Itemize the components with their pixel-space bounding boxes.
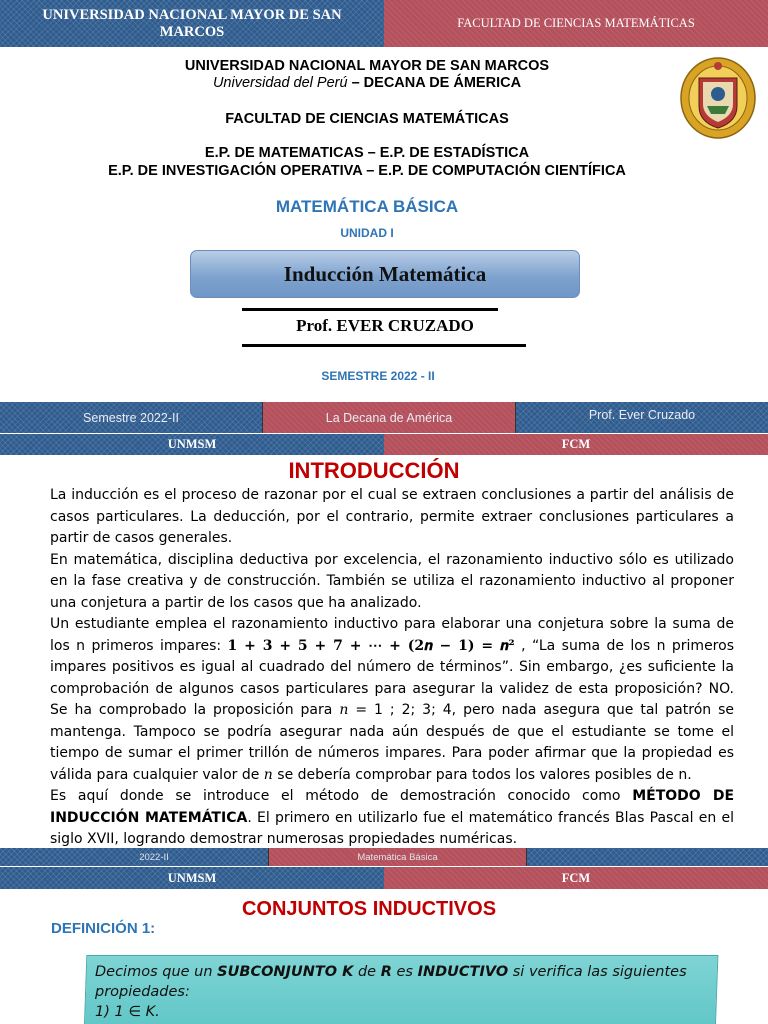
footer1-semester [0, 402, 262, 433]
definition-label: DEFINICIÓN 1: [51, 920, 156, 937]
footer2-spacer-left [0, 848, 40, 866]
header-bar-2 [0, 434, 768, 455]
def-reals-term: R [380, 964, 392, 980]
footer-bar-1 [0, 402, 768, 433]
footer2-semester-text: 2022-II [139, 851, 169, 863]
intro-paragraph-2: En matemática, disciplina deductiva por excelencia, el razonamiento inductivo sólo es utilizado en la fase creativa y de construcción. También se utiliza el razonamiento inductivo al proponer una conjetura a partir de los casos que ha analizado. [50, 551, 734, 611]
footer2-spacer-right [526, 848, 768, 866]
def-part-a: Decimos que un [95, 964, 218, 980]
header2-fcm-text: FCM [561, 437, 591, 451]
divider-bottom [242, 344, 526, 347]
intro-paragraph-3 [50, 614, 734, 786]
intro-paragraph-4 [50, 786, 734, 851]
header-bar-3 [0, 867, 768, 889]
header2-fcm [384, 434, 768, 455]
intro-heading: INTRODUCCIÓN [288, 458, 460, 483]
footer1-professor [515, 402, 768, 433]
divider-top [242, 308, 498, 311]
p3-part-d: se debería comprobar para todos los valores posibles de n. [272, 766, 692, 783]
header3-unmsm-text: UNMSM [167, 870, 217, 885]
header3-fcm [384, 867, 768, 889]
variable-n-2: 𝑛 [263, 766, 273, 783]
topic-banner [190, 250, 580, 298]
def-subset-term: SUBCONJUNTO K [217, 964, 354, 980]
footer2-semester [40, 848, 268, 866]
p3-part-a: Un estudiante emplea el razonamiento inductivo para elaborar una conjetura sobre la suma de los n primeros impares: [50, 616, 734, 654]
p3-part-c: = 1 ; 2; 3; 4, pero nada asegura que tal patrón se mantenga. Tampoco se podría asegurar nada aún después de que el estudiante se tome el tiempo de sumar el primer trillón de números impares. Para poder afirmar que la propiedad es válida para cualquier valor de [50, 702, 735, 783]
footer2-course-text: Matemática Básica [357, 851, 438, 863]
footer-bar-2 [0, 848, 768, 866]
header2-unmsm [0, 434, 384, 455]
university-crest-icon [679, 56, 757, 140]
schools-line-1: E.P. DE MATEMATICAS – E.P. DE ESTADÍSTICA [204, 145, 530, 161]
tagline-rest: – DECANA DE ÁMERICA [347, 75, 522, 91]
schools-line-2: E.P. DE INVESTIGACIÓN OPERATIVA – E.P. DE COMPUTACIÓN CIENTÍFICA [108, 163, 626, 179]
header3-unmsm [0, 867, 384, 889]
header3-fcm-text: FCM [561, 870, 591, 885]
unit-label: UNIDAD I [340, 226, 394, 240]
top-bar-faculty [384, 0, 768, 47]
p3-part-b: , “La suma de los n primeros impares positivos es igual al cuadrado del número de términos”. Sin embargo, ¿es suficiente la comprobación de algunos casos particulares para asegurar la validez de esta proposición? NO. Se ha comprobado la proposición para [50, 637, 734, 718]
top-bar-university-text: UNIVERSIDAD NACIONAL MAYOR DE SAN MARCOS [42, 6, 342, 40]
def-inductive-term: INDUCTIVO [417, 964, 509, 980]
def-part-d: es [391, 964, 418, 980]
top-header-bar [0, 0, 768, 47]
header2-unmsm-text: UNMSM [167, 437, 217, 451]
footer1-decana [262, 402, 515, 433]
intro-body [50, 485, 734, 851]
top-bar-faculty-text: FACULTAD DE CIENCIAS MATEMÁTICAS [457, 16, 695, 30]
odd-sum-formula: 𝟏 + 𝟑 + 𝟓 + 𝟕 + ⋯ + (𝟐𝒏 − 𝟏) = 𝒏² [227, 637, 515, 654]
footer1-professor-text: Prof. Ever Cruzado [588, 408, 696, 422]
topic-title: Inducción Matemática [283, 261, 487, 286]
tagline-italic: Universidad del Perú [212, 75, 348, 91]
faculty-name: FACULTAD DE CIENCIAS MATEMÁTICAS [225, 111, 509, 127]
p4-part-b: . El primero en utilizarlo fue el matemático francés Blas Pascal en el siglo XVII, logrando demostrar numerosas propiedades numéricas. [50, 809, 734, 847]
university-tagline [0, 75, 734, 91]
top-bar-university [0, 0, 384, 47]
definition-item-1: 1) 1 ∈ K. [95, 1004, 160, 1020]
university-name: UNIVERSIDAD NACIONAL MAYOR DE SAN MARCOS [184, 58, 550, 74]
variable-n: 𝑛 [339, 702, 349, 718]
p4-part-a: Es aquí donde se introduce el método de demostración conocido como [50, 788, 633, 804]
semester-label: SEMESTRE 2022 - II [321, 369, 435, 383]
course-title: MATEMÁTICA BÁSICA [275, 197, 459, 216]
footer2-course [268, 848, 526, 866]
def-part-c: de [353, 964, 381, 980]
professor-name: Prof. EVER CRUZADO [296, 316, 474, 335]
intro-paragraph-1: La inducción es el proceso de razonar por el cual se extraen conclusiones a partir del análisis de casos particulares. La deducción, por el contrario, permite extraer conclusiones particulares a partir de casos generales. [50, 487, 734, 546]
definition-text [95, 962, 710, 1022]
footer1-decana-text: La Decana de América [325, 410, 453, 425]
def-part-e: si verifica las siguientes propiedades: [95, 964, 687, 1000]
footer1-semester-text: Semestre 2022-II [83, 410, 179, 425]
method-name: MÉTODO DE INDUCCIÓN MATEMÁTICA [50, 788, 735, 826]
inductive-sets-heading: CONJUNTOS INDUCTIVOS [241, 898, 497, 920]
